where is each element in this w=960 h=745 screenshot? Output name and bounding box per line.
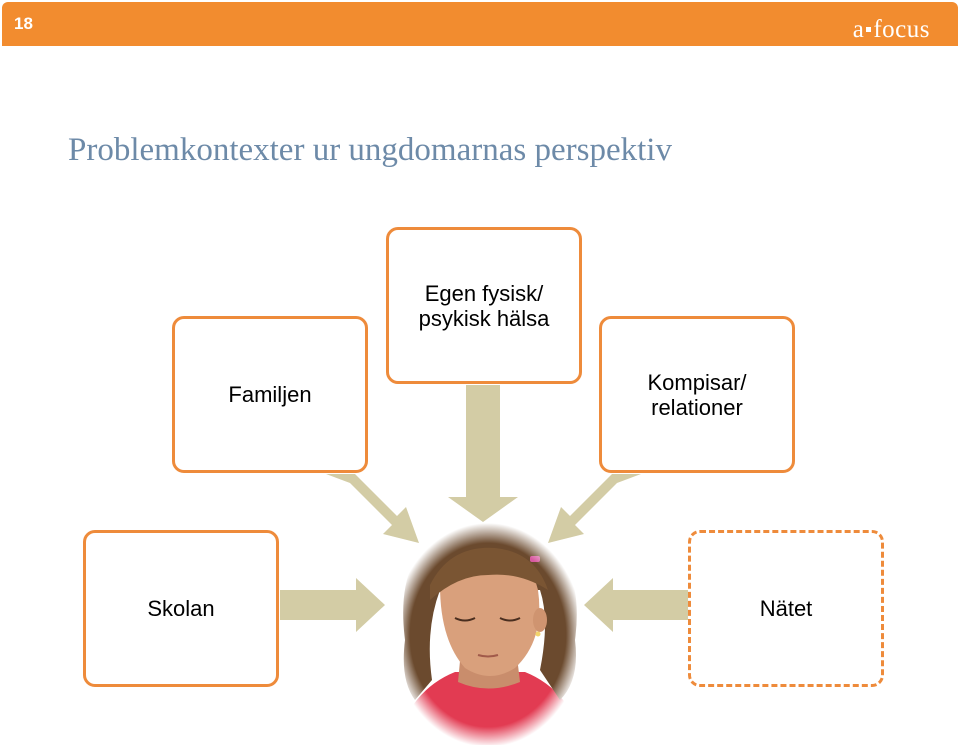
page-number: 18	[14, 14, 33, 33]
girl-portrait-image	[390, 520, 590, 745]
brand-logo-part-focus: focus	[873, 16, 930, 43]
box-skolan	[83, 530, 279, 687]
box-halsa	[386, 227, 582, 384]
box-natet-label: Nätet	[759, 596, 813, 621]
box-familjen	[172, 316, 368, 473]
arrow-from-natet	[584, 578, 690, 632]
box-skolan-label: Skolan	[147, 596, 215, 621]
page-title: Problemkontexter ur ungdomarnas perspektiv	[68, 132, 672, 168]
arrow-from-halsa	[448, 385, 518, 522]
arrow-from-skolan	[280, 578, 385, 632]
box-kompisar	[599, 316, 795, 473]
box-kompisar-label: Kompisar/ relationer	[647, 369, 747, 420]
box-familjen-label: Familjen	[228, 382, 312, 407]
box-natet	[688, 530, 884, 687]
box-halsa-label: Egen fysisk/ psykisk hälsa	[418, 280, 550, 331]
brand-logo-part-a: a	[852, 16, 865, 43]
